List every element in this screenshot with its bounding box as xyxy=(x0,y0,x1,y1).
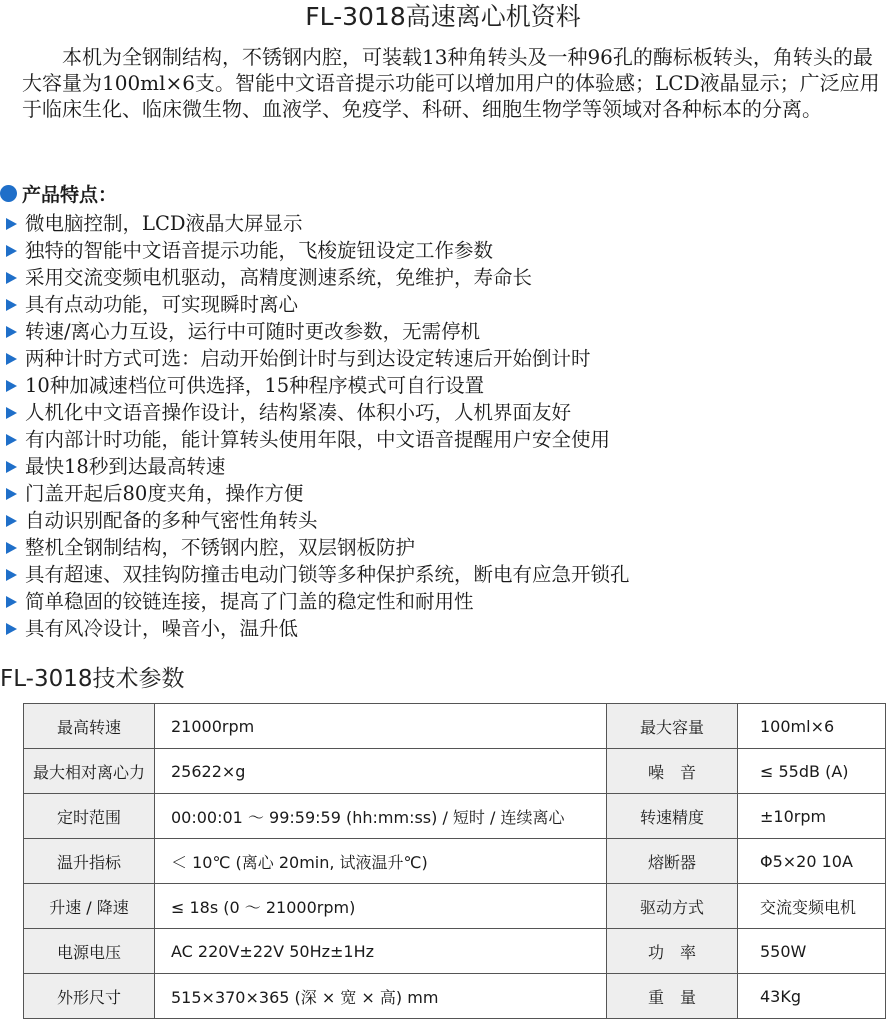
triangle-bullet-icon xyxy=(6,488,17,500)
feature-item xyxy=(0,210,630,237)
spec-value: AC 220V±22V 50Hz±1Hz xyxy=(155,929,607,974)
spec-label: 熔断器 xyxy=(607,839,738,884)
triangle-bullet-icon xyxy=(6,542,17,554)
feature-item xyxy=(0,291,630,318)
feature-text: 转速/离心力互设，运行中可随时更改参数，无需停机 xyxy=(25,320,481,343)
triangle-bullet-icon xyxy=(6,326,17,338)
feature-text: 采用交流变频电机驱动，高精度测速系统，免维护，寿命长 xyxy=(25,266,533,289)
triangle-bullet-icon xyxy=(6,434,17,446)
feature-item xyxy=(0,615,630,642)
spec-label: 电源电压 xyxy=(24,929,155,974)
features-heading-label: 产品特点： xyxy=(22,183,118,206)
feature-text: 有内部计时功能，能计算转头使用年限，中文语音提醒用户安全使用 xyxy=(25,428,611,451)
triangle-bullet-icon xyxy=(6,569,17,581)
feature-item xyxy=(0,453,630,480)
feature-item xyxy=(0,264,630,291)
triangle-bullet-icon xyxy=(6,353,17,365)
bullet-dot-icon xyxy=(0,185,17,202)
feature-text: 最快18秒到达最高转速 xyxy=(25,455,226,478)
triangle-bullet-icon xyxy=(6,245,17,257)
triangle-bullet-icon xyxy=(6,380,17,392)
spec-table-title: FL-3018技术参数 xyxy=(0,666,185,692)
spec-label: 转速精度 xyxy=(607,794,738,839)
spec-value: 00:00:01 ～ 99:59:59 (hh:mm:ss) / 短时 / 连续离心 xyxy=(155,794,607,839)
feature-item xyxy=(0,507,630,534)
triangle-bullet-icon xyxy=(6,299,17,311)
spec-label: 最大容量 xyxy=(607,704,738,749)
feature-text: 具有超速、双挂钩防撞击电动门锁等多种保护系统，断电有应急开锁孔 xyxy=(25,563,630,586)
spec-value: 21000rpm xyxy=(155,704,607,749)
triangle-bullet-icon xyxy=(6,218,17,230)
spec-label: 最高转速 xyxy=(24,704,155,749)
spec-value: 515×370×365 (深 × 宽 × 高) mm xyxy=(155,974,607,1019)
features-heading xyxy=(0,181,117,205)
triangle-bullet-icon xyxy=(6,515,17,527)
spec-value: 43Kg xyxy=(738,974,886,1019)
intro-text: 本机为全钢制结构，不锈钢内腔，可装载13种角转头及一种96孔的酶标板转头，角转头的最大容量为100ml×6支。智能中文语音提示功能可以增加用户的体验感；LCD液晶显示；广泛应用于临床生化、临床微生物、血液学、免疫学、科研、细胞生物学等领域对各种标本的分离。 xyxy=(22,45,880,121)
feature-item xyxy=(0,372,630,399)
spec-value: ≤ 18s (0 ～ 21000rpm) xyxy=(155,884,607,929)
feature-text: 自动识别配备的多种气密性角转头 xyxy=(25,509,318,532)
spec-row xyxy=(24,884,886,929)
feature-text: 人机化中文语音操作设计，结构紧凑、体积小巧，人机界面友好 xyxy=(25,401,572,424)
spec-row xyxy=(24,974,886,1019)
spec-value: 550W xyxy=(738,929,886,974)
spec-label: 驱动方式 xyxy=(607,884,738,929)
spec-value: 25622×g xyxy=(155,749,607,794)
feature-item xyxy=(0,480,630,507)
spec-value: ≤ 55dB (A) xyxy=(738,749,886,794)
feature-item xyxy=(0,588,630,615)
spec-label: 噪 音 xyxy=(607,749,738,794)
spec-row xyxy=(24,929,886,974)
feature-text: 10种加减速档位可供选择，15种程序模式可自行设置 xyxy=(25,374,485,397)
triangle-bullet-icon xyxy=(6,461,17,473)
spec-row xyxy=(24,839,886,884)
spec-label: 最大相对离心力 xyxy=(24,749,155,794)
feature-item xyxy=(0,399,630,426)
spec-value: Φ5×20 10A xyxy=(738,839,886,884)
spec-value: 交流变频电机 xyxy=(738,884,886,929)
spec-label: 外形尺寸 xyxy=(24,974,155,1019)
features-list xyxy=(0,210,630,642)
feature-item xyxy=(0,426,630,453)
spec-row xyxy=(24,794,886,839)
feature-text: 两种计时方式可选：启动开始倒计时与到达设定转速后开始倒计时 xyxy=(25,347,591,370)
spec-value: 100ml×6 xyxy=(738,704,886,749)
triangle-bullet-icon xyxy=(6,407,17,419)
feature-text: 具有点动功能，可实现瞬时离心 xyxy=(25,293,299,316)
feature-item xyxy=(0,561,630,588)
page-title: FL-3018高速离心机资料 xyxy=(305,2,581,31)
feature-item xyxy=(0,534,630,561)
spec-label: 定时范围 xyxy=(24,794,155,839)
spec-label: 功 率 xyxy=(607,929,738,974)
feature-item xyxy=(0,237,630,264)
triangle-bullet-icon xyxy=(6,623,17,635)
feature-text: 简单稳固的铰链连接，提高了门盖的稳定性和耐用性 xyxy=(25,590,474,613)
feature-item xyxy=(0,345,630,372)
intro-paragraph xyxy=(22,44,882,122)
feature-text: 整机全钢制结构，不锈钢内腔，双层钢板防护 xyxy=(25,536,416,559)
feature-item xyxy=(0,318,630,345)
spec-label: 重 量 xyxy=(607,974,738,1019)
triangle-bullet-icon xyxy=(6,596,17,608)
spec-value: ±10rpm xyxy=(738,794,886,839)
feature-text: 微电脑控制，LCD液晶大屏显示 xyxy=(25,212,303,235)
triangle-bullet-icon xyxy=(6,272,17,284)
spec-table xyxy=(23,703,886,1019)
spec-label: 升速 / 降速 xyxy=(24,884,155,929)
spec-label: 温升指标 xyxy=(24,839,155,884)
feature-text: 独特的智能中文语音提示功能，飞梭旋钮设定工作参数 xyxy=(25,239,494,262)
spec-row xyxy=(24,704,886,749)
spec-value: ＜ 10℃ (离心 20min, 试液温升℃) xyxy=(155,839,607,884)
feature-text: 门盖开起后80度夹角，操作方便 xyxy=(25,482,304,505)
spec-row xyxy=(24,749,886,794)
feature-text: 具有风冷设计，噪音小，温升低 xyxy=(25,617,299,640)
